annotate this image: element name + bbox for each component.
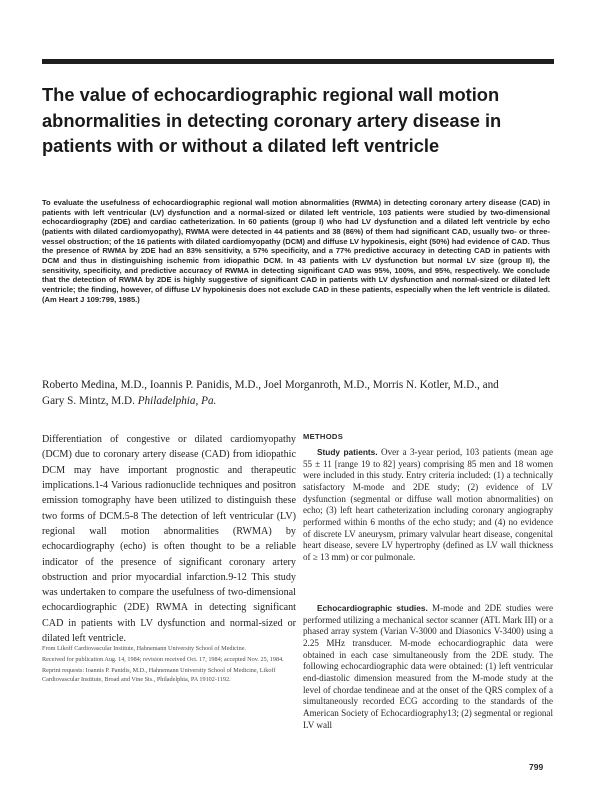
echo-studies-container: [303, 603, 553, 781]
footnotes: [42, 645, 296, 684]
author-names: Roberto Medina, M.D., Ioannis P. Panidis, M.D., Joel Morganroth, M.D., Morris N. Kotler, M.D., and Gary S. Mintz, M.D.: [42, 379, 499, 407]
study-patients-lead: Study patients.: [317, 447, 378, 457]
study-patients-text: Over a 3-year period, 103 patients (mean age 55 ± 11 [range 19 to 82] years) comprising 85 men and 18 women were included in this study. Entry criteria included: (1) a technically satisfactory M-mode and 2DE study; (2) evidence of LV dysfunction (segmental or diffuse wall motion abnormalities) on echo; (3) left heart catheterization including coronary angiography performed within 6 months of the echo study; and (4) no evidence of discrete LV aneurysm, primary valvular heart disease, congenital heart disease, severe LV hypertrophy (defined as LV wall thickness of ≥ 13 mm) or cor pulmonale.: [303, 447, 553, 562]
footnote-reprint: Reprint requests: Ioannis P. Panidis, M.D., Hahnemann University School of Medicine, Likoff Cardiovascular Institute, Broad and Vine Sts., Philadelphia, PA 19102-1192.: [42, 667, 276, 683]
study-patients-container: [303, 447, 553, 599]
introduction-text: Differentiation of congestive or dilated cardiomyopathy (DCM) due to coronary artery disease (CAD) from idiopathic DCM may have important prognostic and therapeutic implications.1-4 Various radionuclide techniques and positron emission tomography have been utilized to distinguish these two forms of DCM.5-8 The detection of left ventricular (LV) regional wall motion abnormalities (RWMA) by echocardiography (echo) is often thought to be a reliable indicator of the presence of significant coronary artery obstruction and prior myocardial infarction.9-12 This study was undertaken to compare the usefulness of two-dimensional echocardiographic (2DE) RWMA in detecting significant CAD in patients with LV dysfunction and normal-sized or dilated left ventricle.: [42, 434, 296, 645]
study-patients-paragraph: [303, 447, 553, 564]
footnote-received: Received for publication Aug. 14, 1984; revision received Oct. 17, 1984; accepted Nov. 25, 1984.: [42, 656, 284, 664]
left-column: [42, 432, 296, 687]
top-rule: [42, 59, 554, 64]
echo-studies-lead: Echocardiographic studies.: [317, 603, 428, 613]
article-title: The value of echocardiographic regional wall motion abnormalities in detecting coronary artery disease in patients with or without a dilated left ventricle: [42, 84, 502, 156]
echo-studies-paragraph: [303, 603, 553, 731]
echo-studies-text: M-mode and 2DE studies were performed utilizing a mechanical sector scanner (ATL Mark III) or a phased array system (Varian V-3000 and Diasonics V-3400) using a 2.25 MHz transducer. M-mode echocardiographic data were obtained in each case simultaneously from the 2DE study. The following echocardiographic data were obtained: (1) left ventricular end-diastolic dimension measured from the M-mode study at the level of chordae tendineae and at the onset of the QRS complex of a simultaneously recorded ECG according to the standards of the American Society of Echocardiography13; (2) segmental or regional LV wall: [303, 603, 553, 730]
footnote-affiliation: From Likoff Cardiovascular Institute, Hahnemann University School of Medicine.: [42, 645, 247, 652]
page-number: 799: [529, 762, 544, 772]
methods-heading: METHODS: [303, 432, 344, 441]
author-location: Philadelphia, Pa.: [137, 395, 217, 407]
abstract: To evaluate the usefulness of echocardiographic regional wall motion abnormalities (RWMA) in detecting coronary artery disease (CAD) in patients with left ventricular (LV) dysfunction and a normal-sized or dilated left ventricle, 103 patients were studied by two-dimensional echocardiography (2DE) and cardiac catheterization. In 60 patients (group I) who had LV dysfunction and a dilated left ventricle by echo (patients with dilated cardiomyopathy), RWMA were detected in 44 patients and 38 (86%) of them had significant CAD, usually two- or three-vessel obstruction; of the 16 patients with dilated cardiomyopathy (DCM) and diffuse LV hypokinesis, eight (50%) had evidence of CAD. Thus the presence of RWMA by 2DE had an 83% sensitivity, a 57% specificity, and a 77% predictive accuracy in detecting CAD in patients with DCM and thus in distinguishing ischemic from idiopathic DCM. In 43 patients with LV dysfunction but normal LV size (group II), the sensitivity, specificity, and predictive accuracy of RWMA in detecting significant CAD was 95%, 100%, and 95%, respectively. We conclude that the detection of RWMA by 2DE is highly suggestive of significant CAD in patients with LV dysfunction and normal-sized or dilated left ventricle; the finding, however, of diffuse LV hypokinesis does not exclude CAD in these patients, especially when the left ventricle is dilated. (Am Heart J 109:799, 1985.): [42, 198, 550, 304]
author-line: [42, 377, 522, 409]
right-column: [303, 432, 553, 781]
intro-container: [42, 432, 296, 645]
